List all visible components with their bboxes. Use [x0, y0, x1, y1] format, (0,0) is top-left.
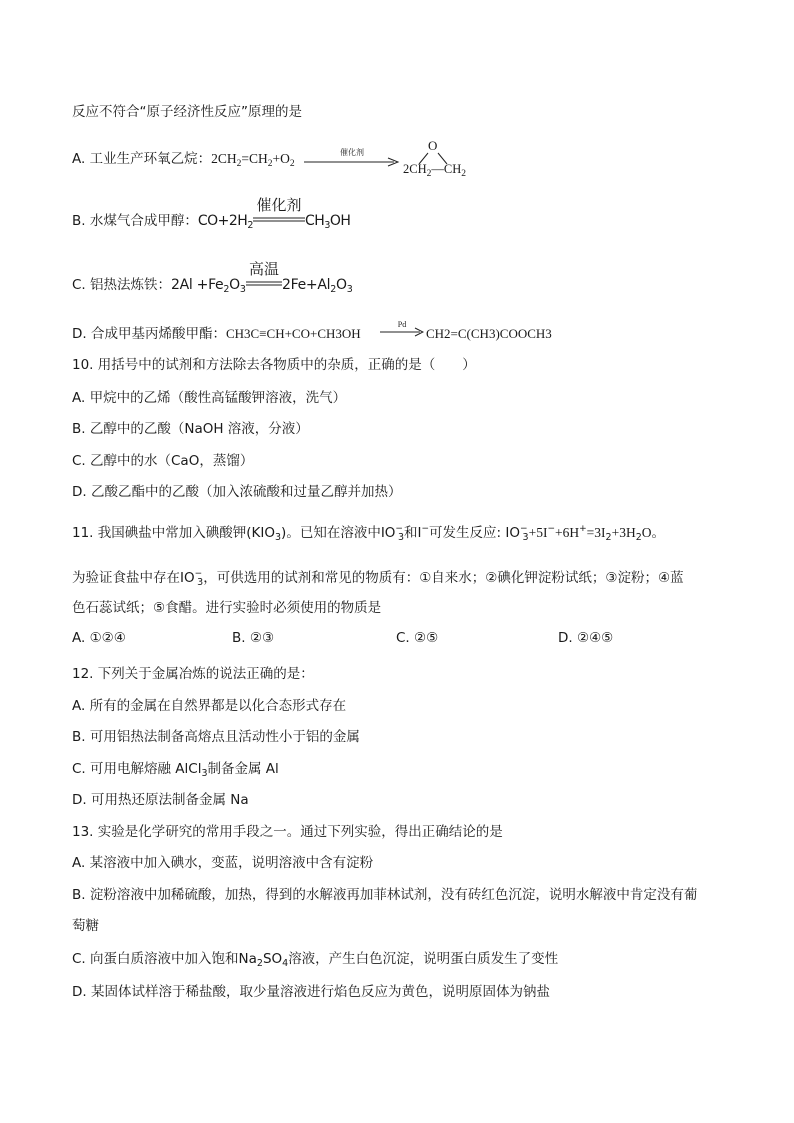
q9-option-c-lhs: $2Al +Fe_2O_3$ — [171, 277, 246, 295]
q11-line-2: 为验证食盐中存在$IO^-_3$，可供选用的试剂和常见的物质有：①自来水；②碘化钾淀粉试纸；③淀粉；④蓝 — [72, 569, 684, 588]
q10-option-a: A. 甲烷中的乙烯（酸性高锰酸钾溶液，洗气） — [72, 390, 347, 406]
q9-option-a-catalyst: 催化剂 — [340, 148, 364, 157]
q9-option-a — [72, 150, 295, 173]
q9-option-d — [72, 325, 361, 343]
q9-option-b — [72, 212, 253, 235]
q9-option-d-label: D. 合成甲基丙烯酸甲酯： — [72, 326, 226, 342]
q9-option-a-label: A. 工业生产环氧乙烷： — [72, 151, 212, 167]
q9-option-c-rhs: $2Fe+Al_2O_3$ — [282, 277, 353, 295]
q9-stem: 反应不符合“原子经济性反应”原理的是 — [72, 104, 302, 120]
q9-option-b-catalyst: 催化剂 — [256, 196, 302, 214]
q10-option-d: D. 乙酸乙酯中的乙酸（加入浓硫酸和过量乙醇并加热） — [72, 484, 402, 500]
q11-options — [72, 630, 732, 650]
q13-stem: 13. 实验是化学研究的常用手段之一。通过下列实验，得出正确结论的是 — [72, 824, 503, 840]
q12-stem: 12. 下列关于金属冶炼的说法正确的是： — [72, 666, 314, 682]
q11-option-c: C. ②⑤ — [396, 630, 439, 646]
q13-option-c: C. 向蛋白质溶液中加入饱和$Na_2SO_4$溶液，产生白色沉淀，说明蛋白质发生了变性 — [72, 951, 559, 969]
q13-option-b-line-1: B. 淀粉溶液中加稀硫酸，加热，得到的水解液再加菲林试剂，没有砖红色沉淀，说明水解液中肯定没有葡 — [72, 887, 698, 903]
q9-option-a-arrow — [304, 148, 400, 170]
q12-option-b: B. 可用铝热法制备高熔点且活动性小于铝的金属 — [72, 729, 360, 745]
q9-option-c-condition: 高温 — [248, 260, 279, 278]
q9-option-d-lhs: CH3C≡CH+CO+CH3OH — [225, 326, 361, 341]
q9-option-a-epoxide — [403, 138, 483, 178]
q9-option-b-arrow — [253, 196, 305, 230]
q10-option-b: B. 乙醇中的乙酸（NaOH 溶液，分液） — [72, 421, 309, 437]
q10-stem: 10. 用括号中的试剂和方法除去各物质中的杂质，正确的是（ ） — [72, 357, 476, 373]
q13-option-b-line-2: 萄糖 — [72, 918, 99, 934]
q9-option-d-catalyst: Pd — [397, 320, 407, 329]
q9-option-c-label: C. 铝热法炼铁： — [72, 277, 172, 293]
q9-option-c — [72, 276, 246, 299]
q12-option-d: D. 可用热还原法制备金属 Na — [72, 792, 249, 808]
q9-option-b-rhs: $CH_3OH$ — [305, 213, 351, 231]
q11-option-a: A. ①②④ — [72, 630, 126, 646]
q9-option-c-arrow — [246, 260, 282, 294]
q12-option-a: A. 所有的金属在自然界都是以化合态形式存在 — [72, 698, 347, 714]
q11-option-d: D. ②④⑤ — [558, 630, 614, 646]
q9-option-b-lhs: $CO+2H_2$ — [197, 213, 253, 231]
q13-option-a: A. 某溶液中加入碘水，变蓝，说明溶液中含有淀粉 — [72, 855, 374, 871]
q13-option-d: D. 某固体试样溶于稀盐酸，取少量溶液进行焰色反应为黄色，说明原固体为钠盐 — [72, 984, 550, 1000]
q9-option-b-label: B. 水煤气合成甲醇： — [72, 213, 198, 229]
q9-option-d-arrow — [380, 320, 424, 340]
q11-option-b: B. ②③ — [232, 630, 275, 646]
q9-option-a-ring-chain: $2CH_2—CH_2$ — [403, 162, 466, 179]
q9-option-a-lhs: $2CH_2=CH_2+O_2$ — [211, 151, 295, 169]
q11-line-1: 11. 我国碘盐中常加入碘酸钾$(KIO_3)$。已知在溶液中$IO^-_3$和I−可发生反应: $IO^-_3+5I^-+6H^+=3I_2+3H_2O$。 — [72, 524, 665, 543]
q11-line-3: 色石蕊试纸；⑤食醋。进行实验时必须使用的物质是 — [72, 600, 382, 616]
q9-option-a-ring-o: O — [428, 138, 438, 153]
q10-option-c: C. 乙醇中的水（CaO，蒸馏） — [72, 453, 254, 469]
q9-option-d-rhs: CH2=C(CH3)COOCH3 — [426, 326, 552, 341]
q12-option-c: C. 可用电解熔融 AlCl$_3$制备金属 Al — [72, 761, 279, 779]
